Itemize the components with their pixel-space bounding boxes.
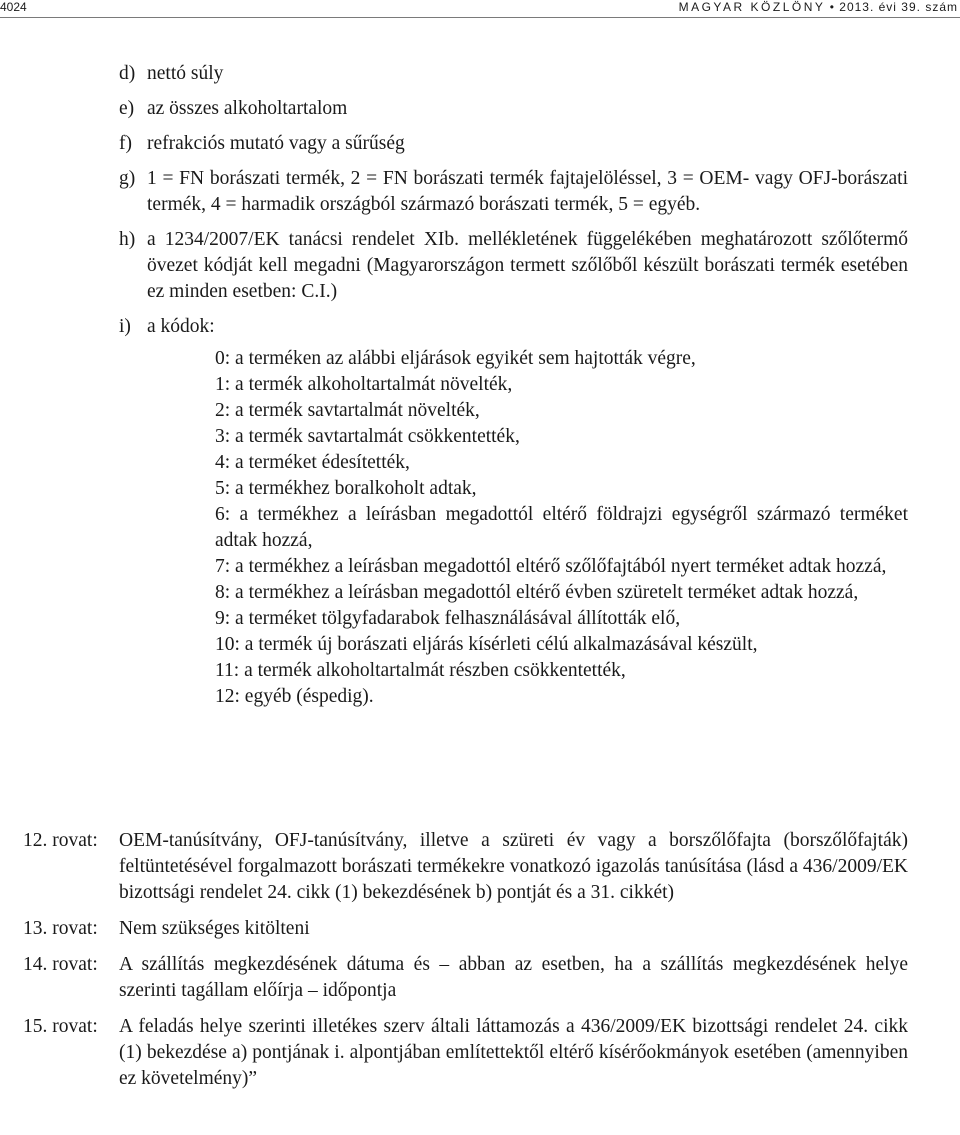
item-text: nettó súly — [147, 63, 224, 84]
item-label: e) — [119, 98, 135, 119]
item-label: i) — [119, 316, 131, 337]
list-item — [119, 166, 908, 218]
item-label: g) — [119, 168, 136, 189]
code-line: 8: a termékhez a leírásban megadottól eltérő évben szüretelt terméket adtak hozzá, — [215, 582, 859, 603]
item-label: h) — [119, 229, 136, 250]
code-line: 12: egyéb (éspedig). — [215, 686, 374, 707]
rovat-text: A szállítás megkezdésének dátuma és – abban az esetben, ha a szállítás megkezdésének helye szerinti tagállam előírja – időpontja — [119, 954, 908, 1001]
code-line: 9: a terméket tölgyfadarabok felhasználásával állították elő, — [215, 608, 681, 629]
item-text: a 1234/2007/EK tanácsi rendelet XIb. mellékletének függelékében meghatározott szőlőtermő övezet kódját kell megadni (Magyarországon termett szőlőből készült borászati termék esetében ez minden esetben: C.I.) — [147, 229, 908, 302]
header-rule — [0, 17, 960, 18]
list-item-codes — [119, 314, 908, 710]
code-line: 1: a termék alkoholtartalmát növelték, — [215, 374, 513, 395]
rovat-list — [23, 828, 908, 1102]
item-label: f) — [119, 133, 132, 154]
codes-block — [147, 314, 908, 710]
issue-number: 2013. évi 39. szám — [839, 0, 958, 14]
rovat-label: 14. rovat: — [23, 954, 98, 975]
item-text: az összes alkoholtartalom — [147, 98, 348, 119]
code-line: 7: a termékhez a leírásban megadottól eltérő szőlőfajtából nyert terméket adtak hozzá, — [215, 556, 887, 577]
rovat-text: A feladás helye szerinti illetékes szerv általi láttamozás a 436/2009/EK bizottsági rendelet 24. cikk (1) bekezdése a) pontjának i. alpontjában említettektől eltérő kísérőokmányok esetében (amennyiben ez követelmény)” — [119, 1016, 908, 1089]
rovat-row — [23, 952, 908, 1004]
code-line: 4: a terméket édesítették, — [215, 452, 410, 473]
code-line: 10: a termék új borászati eljárás kísérleti célú alkalmazásával készült, — [215, 634, 758, 655]
publication-info — [679, 0, 958, 14]
page-number: 4024 — [0, 0, 27, 14]
rovat-label: 15. rovat: — [23, 1016, 98, 1037]
field-notes-list — [119, 61, 908, 719]
page-header — [0, 0, 960, 14]
publication-title: MAGYAR KÖZLÖNY — [678, 0, 826, 14]
codes-intro: a kódok: — [147, 316, 215, 337]
list-item — [119, 131, 908, 157]
code-line: 3: a termék savtartalmát csökkentették, — [215, 426, 520, 447]
codes-list — [215, 346, 908, 710]
rovat-row — [23, 828, 908, 906]
rovat-row — [23, 1014, 908, 1092]
code-line: 6: a termékhez a leírásban megadottól eltérő földrajzi egységről származó terméket adtak hozzá, — [215, 504, 908, 551]
list-item — [119, 227, 908, 305]
list-item — [119, 61, 908, 87]
item-text: 1 = FN borászati termék, 2 = FN borászati termék fajtajelöléssel, 3 = OEM- vagy OFJ-borászati termék, 4 = harmadik országból származó borászati termék, 5 = egyéb. — [147, 168, 908, 215]
code-line: 2: a termék savtartalmát növelték, — [215, 400, 480, 421]
rovat-text: Nem szükséges kitölteni — [119, 918, 310, 939]
item-label: d) — [119, 63, 136, 84]
separator-dot: • — [829, 0, 835, 14]
rovat-label: 13. rovat: — [23, 918, 98, 939]
rovat-label: 12. rovat: — [23, 830, 98, 851]
list-item — [119, 96, 908, 122]
item-text: refrakciós mutató vagy a sűrűség — [147, 133, 405, 154]
code-line: 0: a terméken az alábbi eljárások egyikét sem hajtották végre, — [215, 348, 696, 369]
code-line: 5: a termékhez boralkoholt adtak, — [215, 478, 477, 499]
rovat-text: OEM-tanúsítvány, OFJ-tanúsítvány, illetve a szüreti év vagy a borszőlőfajta (borszőlőfajták) feltüntetésével forgalmazott borászati termékekre vonatkozó igazolás tanúsítása (lásd a 436/2009/EK bizottsági rendelet 24. cikk (1) bekezdésének b) pontját és a 31. cikkét) — [119, 830, 908, 903]
rovat-row — [23, 916, 908, 942]
code-line: 11: a termék alkoholtartalmát részben csökkentették, — [215, 660, 626, 681]
